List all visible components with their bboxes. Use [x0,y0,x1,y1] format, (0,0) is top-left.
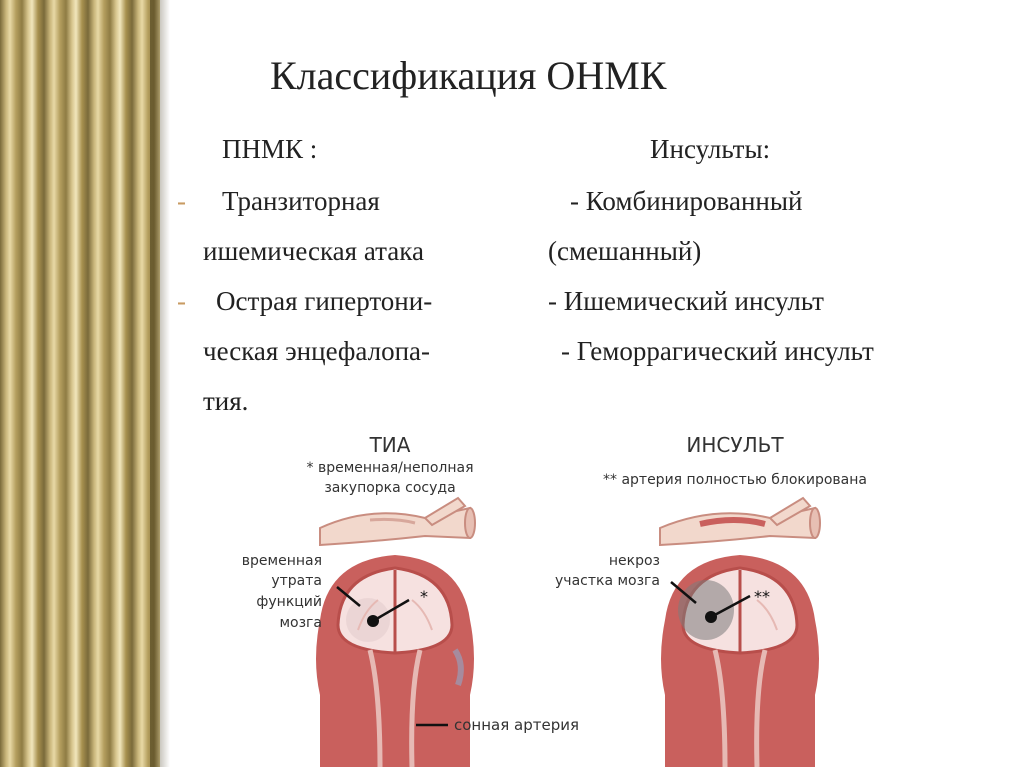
right-item-3: - Геморрагический инсульт [561,336,874,366]
left-item-1-line2: ишемическая атака [203,236,424,266]
tia-label-line4: мозга [279,615,322,631]
stroke-title: ИНСУЛЬТ [686,433,784,457]
left-item-2-line3: тия. [203,386,249,416]
right-item-1-cont: (смешанный) [548,236,702,266]
right-heading: Инсульты: [650,134,771,164]
tia-note-line2: закупорка сосуда [324,480,456,496]
partially-blocked-vessel-icon [320,498,475,545]
list-dash: - [177,286,186,316]
list-dash: - [177,186,186,216]
tia-label-line3: функций [256,594,322,610]
left-heading: ПНМК : [222,134,318,164]
artery-label: сонная артерия [454,716,579,734]
stroke-label-line2: участка мозга [555,573,660,589]
tia-vs-stroke-diagram [220,410,1000,767]
stroke-note: ** артерия полностью блокирована [603,472,867,488]
border-shadow [150,0,170,767]
stroke-brain-icon [661,555,819,767]
left-item-2-line2: ческая энцефалопа- [203,336,430,366]
right-item-2: - Ишемический инсульт [548,286,824,316]
left-item-1-line1: Транзиторная [222,186,380,216]
decorative-left-border [0,0,160,767]
tia-title: ТИА [369,433,411,457]
tia-mark: * [420,587,428,606]
tia-label-line2: утрата [271,573,322,589]
tia-brain-icon [316,555,474,767]
blocked-vessel-icon [660,498,820,545]
right-item-1: - Комбинированный [570,186,803,216]
stroke-label-line1: некроз [608,553,660,569]
page-title: Классификация ОНМК [270,53,667,98]
tia-note-line1: * временная/неполная [306,460,474,476]
tia-label-line1: временная [241,553,322,569]
left-item-2-line1: Острая гипертони- [216,286,433,316]
stroke-mark: ** [754,587,770,606]
